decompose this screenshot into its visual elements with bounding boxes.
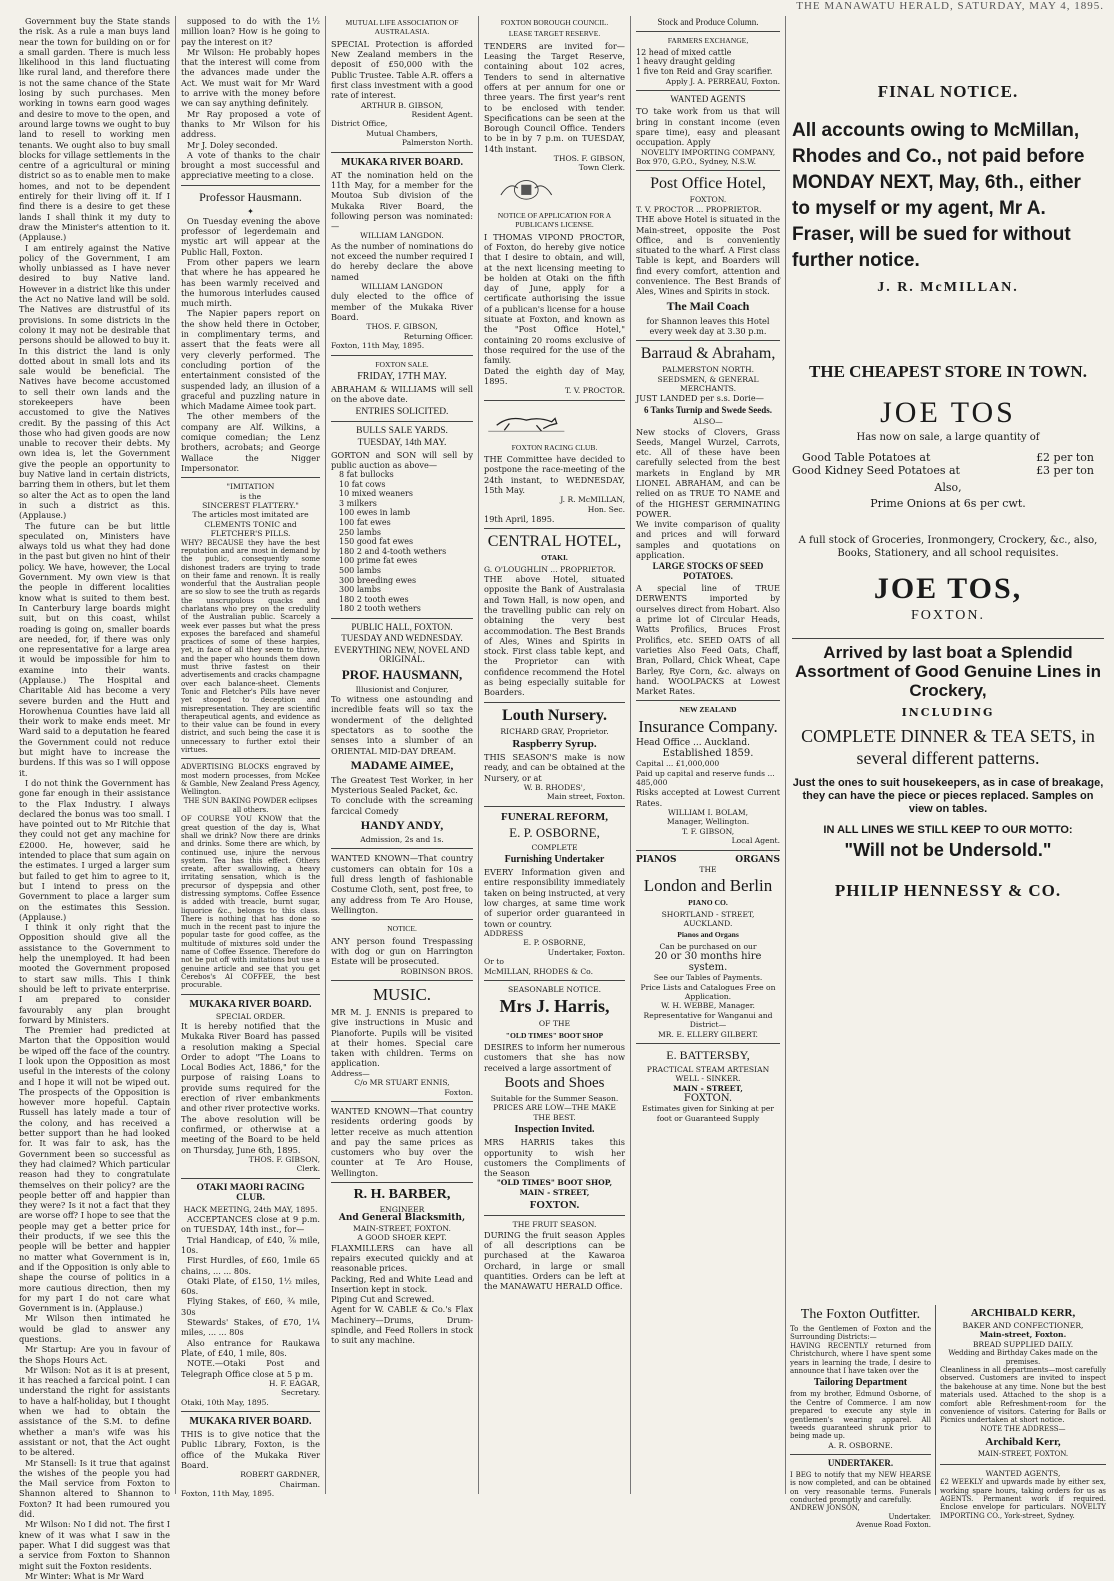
ad-subheading: Main-street, Foxton. — [979, 1330, 1067, 1340]
ad-text: from my brother, Edmund Osborne, of the Centre of Commerce. I am now prepared to execute any style in gentlemen's wearing apparel. All tweeds guaranteed shrunk prior to being made up. — [790, 1390, 931, 1441]
paragraph: I do not think the Government has gone far enough in their assistance to the Flax Industry. I always declared the bonus was too small. I have pointed out to Mr Ritchie that they could not get any machine for £2000. He, however, said he intended to place that sum again on the estimates. I urged a larger sum but failed to get him to agree to it, but I intend to press on the Government to place a larger sum on the estimates this Session. (Applause.) — [19, 777, 170, 922]
ad-heading: FOXTON BOROUGH COUNCIL. — [500, 18, 609, 27]
bottom-ads — [786, 1305, 1110, 1530]
ad-subheading: ALSO— — [693, 417, 723, 427]
signature: NOVELTY IMPORTING COMPANY, Box 970, G.P.O., Sydney, N.S.W. — [636, 147, 776, 166]
business-name: JOE TOS, — [873, 572, 1023, 605]
signature: A. R. OSBORNE. — [828, 1440, 893, 1450]
list-item: 300 breeding ewes — [339, 575, 417, 585]
ad-heading: ENTRIES SOLICITED. — [355, 406, 449, 417]
masthead: THE MANAWATU HERALD, SATURDAY, MAY 4, 1895. — [796, 0, 1104, 12]
signature: J. R. McMILLAN. — [877, 280, 1019, 295]
ad-text: MR M. J. ENNIS is prepared to give instructions in Music and Pianoforte. Pupils will be visited at their homes. Special care taken with children. Terms on application. — [331, 1006, 473, 1069]
ad-heading: FOXTON RACING CLUB. — [511, 442, 598, 452]
performer-name: MADAME AIMEE, — [350, 757, 454, 772]
ad-heading: PIANOS ORGANS — [636, 854, 780, 865]
signature: W. B. RHODES', Main street, Foxton. — [523, 782, 625, 802]
ad-text: AT the nomination held on the 11th May, for a member for the Moutoa Sub division of the Mukaka River Board, the following person was nominated:— — [331, 169, 473, 232]
paragraph: The other members of the company are Alf. Wilkins, a comique comedian; the Lenz brothers, acrobats; and George Wallace the Nigger Impersonator. — [181, 411, 320, 473]
bakery-ad — [936, 1305, 1110, 1520]
ad-heading: FARMERS EXCHANGE, — [667, 36, 749, 46]
ad-subheading: LEASE TARGET RESERVE. — [508, 29, 601, 39]
table-row — [792, 464, 1104, 477]
paragraph: From other papers we learn that where he has appeared he has been warmly received and the humorous interludes caused much mirth. — [181, 256, 320, 309]
paragraph: Mr Startup: Are you in favour of the Shops Hours Act. — [19, 1344, 170, 1365]
paragraph: On Tuesday evening the above professor of legerdemain and mystic art will appear at the Public Hall, Foxton. — [181, 215, 320, 257]
ad-heading: FINAL NOTICE. — [877, 82, 1019, 101]
ad-subheading: FOXTON. — [689, 195, 727, 205]
ad-heading: WANTED AGENTS — [670, 94, 746, 104]
ad-text: TENDERS are invited for—Leasing the Target Reserve, containing about 102 acres, Tenders to send in alternative offers at per annum for one or three years. The first year's rent to be enclosed with tender. Specifications can be seen at the Borough Council Office. Tenders to be in by 7 p.m. on TUESDAY, 14th instant. — [484, 40, 625, 154]
section-heading: Stock and Produce Column. — [657, 17, 759, 27]
ad-subheading: AUCKLAND. — [683, 918, 733, 928]
ad-text: duly elected to the office of member of the Mukaka River Board. — [331, 291, 473, 322]
race-entry: ACCEPTANCES close at 9 p.m. on TUESDAY, 14th inst., for— — [181, 1214, 320, 1235]
ad-subheading: Furnishing Undertaker — [504, 854, 605, 866]
ad-subheading: ENGINEER And General Blacksmith, MAIN-STREET, FOXTON. — [338, 1204, 466, 1233]
ad-text: Piping Cut and Screwed. — [331, 1294, 435, 1305]
ad-subheading: THE — [699, 864, 717, 874]
ad-text: Can be purchased on our — [659, 941, 757, 951]
list-item: 1 five ton Reid and Gray scarifier. — [636, 67, 773, 76]
paragraph: A vote of thanks to the chair brought a most successful and appreciative meeting to a close. — [181, 149, 320, 181]
paragraph: The Napier papers report on the show held there in October, in complimentary terms, and assert that the feats were all very cleverly performed. The concluding portion of the entertainment consisted of the suspended lady, an illusion of a graceful and puzzling nature in which Madame Aimee took part. — [181, 308, 320, 412]
name: WILLIAM LANGDON. — [360, 231, 444, 241]
column-2: supposed to do with the 1½ million loan? How is he going to pay the interest on it? Mr Wilson: He probably hopes that the interest will come from the advances made under the Act. We must wait for Mr Ward to arrive with the money before we can say anything definitely. Mr Ray proposed a vote of thanks to Mr Wilson for his address. Mr J. Doley seconded. A vote of thanks to the chair brought a most successful and appreciative meeting to a close. Professor Hausmann. ✦ On Tuesday evening the above professor of legerdemain and mystic art will appear at the Public Hall, Foxton. From other papers we learn that where he has appeared he has been warmly received and the humorous interludes caused much mirth. The Napier papers report on the show held there in October, in complimentary terms, and assert that the feats were all very cleverly performed. The concluding portion of the entertainment consisted of the suspended lady, an illusion of a graceful and puzzling nature in which Madame Aimee took part. The other members of the company are Alf. Wilkins, a comique comedian; the Lenz brothers, acrobats; and George Wallace the Nigger Impersonator. "IMITATION is the SINCEREST FLATTERY." The articles most imitated are CLEMENTS TONIC and FLETCHER'S PILLS. WHY? BECAUSE they have the best reputation and are most in demand by the public, consequently some dishonest traders are trying to trade on their fame and renown. It is really wonderful that the Australian people are so slow to see the truth as regards the unscrupulous quacks and charlatans who prey on the credulity of the Australian public. Scarcely a week ever passes but what the press exposes the barefaced and shameful practices of some of these harpies, yet, in face of all they seem to thrive, and the paper who hounds them down must thrive fastest on their advertisements and cracks champagne over each balance-sheet. Clements Tonic and Fletcher's Pills have never yet stooped to deception and misrepresentation. They are scientific therapeutical agents, and evidence as to their value can be found in every district, and such being the case it is unnecessary to further extol their virtues. ADVERTISING BLOCKS engraved by most modern processes, from McKee & Gamble, New Zealand Press Agency, Wellington. THE SUN BAKING POWDER eclipses all others. OF COURSE YOU KNOW that the great question of the day is, What shall we drink? Now there are drinks and drinks. Some there are which, by continued use, injure the nervous system. Tea has this effect. Others create, after swallowing, a heavy irritating sensation, which is the precursor of dyspepsia and other distressing symptoms. Coffee Essence is added with treacle, burnt sugar, liquorice &c., belongs to this class. There is nothing that has done so much in the recent past to injure the popular taste for good coffee, as the multitude of mixtures sold under the name of Coffee Essence. Therefore do not be put off with imitations but use a genuine article and see that you get Cerebos's AI COFFEE, the best procurable. MUKAKA RIVER BOARD. SPECIAL ORDER. It is hereby notified that the Mukaka River Board has passed a resolution making a Special Order to adopt "The Loans to Local Bodies Act, 1886," for the purpose of raising Loans to provide sums required for the erection of river embankments and other river protective works. The above resolution will be confirmed, or otherwise at a meeting of the Board to be held on Thursday, June 6th, 1895. THOS. F. GIBSON, Clerk. OTAKI MAORI RACING CLUB. HACK MEETING, 24th MAY, 1895. ACCEPTANCES close at 9 p.m. on TUESDAY, 14th inst., for— Trial Handicap, of £40, ⅞ mile, 10s. First Hurdles, of £60, 1mile 65 chains, ... ... 80s. Otaki Plate, of £150, 1½ miles, 60s. Flying Stakes, of £60, ¾ mile, 30s Stewards' Stakes, of £70, 1¼ miles, ... ... 80s Also entrance for Raukawa Plate, of £40, 1 mile, 80s. NOTE.—Otaki Post and Telegraph Office close at 5 p m. H. F. EAGAR, Secretary. Otaki, 10th May, 1895. MUKAKA RIVER BOARD. THIS is to give notice that the Public Library, Foxton, is the office of the Mukaka River Board. ROBERT GARDNER, Chairman. Foxton, 11th May, 1895. — [176, 16, 326, 1494]
paragraph: Mr Wilson: Not as it is at present, it has reached a farcical point. I can understand the right for assistants to have a half-holiday, but I thought when we had to obtain the assistance of the S.M. to define whether a man's wife was his assistant or not, that the Act ought to be altered. — [19, 1364, 170, 1458]
ad-text: JUST LANDED per s.s. Dorie— — [636, 393, 764, 404]
ad-subheading: BREAD SUPPLIED DAILY. — [972, 1339, 1074, 1349]
ad-heading: Arrived by last boat a Splendid Assortment of Good Genuine Lines in Crockery, — [794, 643, 1102, 700]
ad-text: ABRAHAM & WILLIAMS will sell on the above date. — [331, 383, 473, 405]
ad-text: GORTON and SON will sell by public auction as above— — [331, 449, 473, 470]
column-1 — [14, 16, 176, 1581]
business-name: ARCHIBALD KERR, — [970, 1307, 1076, 1319]
outfitter-ad — [786, 1305, 936, 1530]
list-item: 10 mixed weaners — [339, 489, 413, 499]
ad-subheading: LARGE STOCKS OF SEED POTATOES. — [652, 561, 764, 581]
signature: WILLIAM I. BOLAM, Manager, Wellington. T. F. GIBSON, Local Agent. — [666, 808, 780, 846]
list-item: 100 ewes in lamb — [339, 508, 411, 518]
ad-subheading: Raspberry Syrup. — [512, 738, 597, 751]
paragraph: The Premier had predicted at Marton that the Opposition would be wiped off the face of the country. I look upon the Opposition as most useful in the interests of the colony and I hope it will not be wiped out. The prospects of the Opposition is however more hopeful. Captain Russell has lately made a tour of the colony, and has received a better support than he had looked for. It was fair to ask, has the Government been so successful as they had claimed? Which particular reason had they to congratulate themselves on their policy? are the people better off and happier than they were? Is it not a fact that they are worse off? I hope to see that the people may get a better price for their products, if we see this the people will be better and happier no matter what Government is in, and if the Opposition is only able to shape the course of politics in a more cautious direction, then my for my part I do not care what Government is in. (Applause.) — [19, 1025, 170, 1314]
paragraph: I am entirely against the Native policy of the Government, I am wholly unbiassed as I have never desired to buy Native land. However in a district like this under the Act no Native land will be sold. The Natives are distrustful of its provisions. In some districts in the colony it may not be desirable that persons should be allowed to buy it. In this district the land is only dotted about in small lots and its sale would be beneficial. The Natives have become accustomed to sell their own lands and the storekeepers have been accustomed to give the Natives credit. By the passing of this Act those who had given goods are now unable to recover their debts. My own idea is, let the Government give the people an opportunity to buy Native land in certain districts, barring them in others, but let them so alter the Act as to open the land in such a district as this. (Applause.) — [19, 242, 170, 521]
ad-text: All accounts owing to McMillan, Rhodes and Co., not paid before MONDAY NEXT, May, 6th., either to myself or my agent, Mr A. Fraser, will be sued for without further notice. — [792, 120, 1085, 271]
signature: ROBERT GARDNER, Chairman. Foxton, 11th May, 1895. — [181, 1470, 320, 1499]
ad-heading: MUSIC. — [372, 984, 432, 1004]
ad-baking-text: OF COURSE YOU KNOW that the great question of the day is, What shall we drink? Now there are drinks and drinks. Some there are which, by continued use, injure the nervous system. Tea has this effect. Others create, after swallowing, a heavy irritating sensation, which is the precursor of dyspepsia and other distressing symptoms. Coffee Essence is added with treacle, burnt sugar, liquorice &c., belongs to this class. There is nothing that has done so much in the recent past to injure the popular taste for good coffee, as the multitude of mixtures sold under the name of Coffee Essence. Therefore do not be put off with imitations but use a genuine article and see that you get Cerebos's AI COFFEE, the best procurable. — [181, 815, 320, 990]
list-item: 500 lambs — [339, 566, 381, 576]
ad-heading: WANTED AGENTS, — [985, 1468, 1061, 1478]
ad-subheading: MAIN-STREET, FOXTON. — [977, 1450, 1069, 1459]
ad-text: The Greatest Test Worker, in her Mysterious Sealed Packet, &c. — [331, 774, 473, 796]
ad-subheading: COMPLETE — [531, 842, 578, 852]
list-item: 180 2 tooth wethers — [339, 604, 421, 614]
list-item: 8 fat bullocks — [339, 470, 394, 480]
table-row — [792, 451, 1104, 464]
ad-text: DESIRES to inform her numerous customers that she has now received a large assortment of — [484, 1042, 625, 1073]
ad-text: New stocks of Clovers, Grass Seeds, Mangel Wurzel, Carrots, etc. All of these have been carefully selected from the best markets in England by MR LIONEL ABRAHAM, and can be relied on as TRUE TO NAME and of the HIGHEST GERMINATING POWER. — [636, 426, 780, 519]
name: WILLIAM LANGDON — [361, 282, 443, 291]
paragraph: Mr Wilson: No I did not. The first I knew of it was what I saw in the paper. What I did suggest was that a service from Foxton to Shannon might suit the Foxton residents. — [19, 1519, 170, 1571]
business-name: PHILIP HENNESSY & CO. — [834, 881, 1062, 900]
ad-heading: PUBLIC HALL, FOXTON. — [351, 622, 453, 633]
ad-text: Head Office ... Auckland. — [636, 737, 750, 748]
paragraph: Mr Wilson: He probably hopes that the interest will come from the advances made under the Act. We must wait for Mr Ward to arrive with the money before we can say anything definitely. — [181, 46, 320, 109]
ad-subheading: COMPLETE DINNER & TEA SETS, in several different patterns. — [801, 726, 1095, 768]
ad-text: As the number of nominations do not exceed the number required I do hereby declare the above named — [331, 240, 473, 282]
ad-subheading: Pianos and Organs — [677, 930, 739, 940]
proprietor: G. O'LOUGHLIN ... PROPRIETOR. — [484, 564, 616, 574]
ad-text: for Shannon leaves this Hotel every week day at 3.30 p.m. — [646, 315, 770, 336]
ad-text: THE above Hotel is situated in the Main-street, opposite the Post Office, and is conveniently situated to the wharf. A First class Table is kept, and Boarders will find every comfort, attention and convenience. The Best Brands of Ales, Wines and Spirits in stock. — [636, 214, 780, 297]
ad-text: Dated the eighth day of May, 1895. — [484, 365, 625, 386]
business-name: Louth Nursery. — [502, 706, 607, 724]
ad-text: THIS is to give notice that the Public Library, Foxton, is the office of the Mukaka River Board. — [181, 1429, 320, 1470]
ad-subheading: SPECIAL ORDER. — [215, 1011, 286, 1021]
ad-text: Wedding and Birthday Cakes made on the premises. — [948, 1349, 1098, 1366]
ad-subheading: FOXTON. — [683, 1093, 733, 1105]
ad-text: Has now on sale, a large quantity of — [856, 432, 1040, 443]
ad-text: See our Tables of Payments. — [653, 973, 763, 983]
list-item: 1 heavy draught gelding — [636, 57, 736, 67]
ad-heading: OTAKI MAORI RACING CLUB. — [196, 1182, 305, 1203]
list-item: 100 prime fat ewes — [339, 556, 418, 566]
business-name: Insurance Company. — [638, 716, 778, 736]
ad-text: Packing, Red and White Lead and Insertion kept in stock. — [331, 1273, 473, 1294]
business-name: The Foxton Outfitter. — [800, 1307, 921, 1322]
ad-text: THE above Hotel, situated opposite the Bank of Australasia and Town Hall, is now open, and the travelling public can rely on obtaining the very best accommodation. The Best Brands of Ales, Wines and Spirits in stock. First class table kept, and the Proprietor can with confidence recommend the Hotel as being especially suitable for Boarders. — [484, 574, 625, 698]
article-title: Professor Hausmann. — [199, 189, 302, 204]
stock-list — [331, 470, 473, 614]
ad-heading: THE FRUIT SEASON. — [512, 1220, 597, 1230]
ad-text: To witness one astounding and incredible feats will so tax the wonderment of the delighted spectators as to soothe the senses into a slumber of an ORIENTAL MID-DAY DREAM. — [331, 694, 473, 756]
signature: THOS. F. GIBSON, Returning Officer. Foxton, 11th May, 1895. — [331, 322, 473, 351]
column-4 — [479, 16, 631, 1494]
ad-subheading: BAKER AND CONFECTIONER, — [962, 1321, 1084, 1330]
business-name: London and Berlin — [643, 876, 773, 896]
ad-subheading: "OLD TIMES" BOOT SHOP — [505, 1030, 604, 1040]
ad-heading: MUKAKA RIVER BOARD. — [341, 156, 463, 168]
ad-subheading: HACK MEETING, 24th MAY, 1895. — [183, 1204, 318, 1214]
ad-subheading: "Will not be Undersold." — [844, 840, 1052, 860]
ad-text: ANY person found Trespassing with dog or gun on Harrington Estate will be prosecuted. — [331, 935, 473, 967]
ad-text: Estimates given for Sinking at per foot or Guaranteed Supply — [641, 1104, 774, 1123]
list-item: 10 fat cows — [339, 479, 386, 489]
ad-text: MR. E. ELLERY GILBERT. — [658, 1029, 758, 1039]
ad-subheading: Inspection Invited. — [514, 1124, 595, 1136]
ad-heading: MUTUAL LIFE ASSOCIATION OF AUSTRALASIA. — [345, 18, 459, 37]
column-6 — [786, 16, 1110, 1494]
paragraph: The future can be but little speculated on, Ministers have always told us what they had done in the past but given no hint of their policy. We have, however, the Local Government. My own view is that the people in different localities know what is suited to them best. In Canterbury large boards might suit, but on this coast, whilst roading is going on, smaller boards are needed, for, if there was only one representative for a large area it would be impossible for him to examine into their wants. (Applause.) The Hospital and Charitable Aid has become a very severe burden and the Hutt and Horowhenua Counties have laid all their work to make ends meet. Mr Ward said to a deputation he feared the Government could not reduce but might have to increase the burdens. If this was so I will oppose it. — [19, 520, 170, 778]
ad-imitation-heading: "IMITATION is the SINCEREST FLATTERY." The articles most imitated are CLEMENTS TONIC and FLETCHER'S PILLS. — [192, 482, 309, 539]
list-item: 150 good fat ewes — [339, 537, 414, 547]
ad-subheading: The Mail Coach — [666, 298, 750, 313]
race-entry: Stewards' Stakes, of £70, 1¼ miles, ... ... 80s — [181, 1317, 320, 1338]
business-name: JOE TOS — [880, 396, 1016, 429]
ad-subheading: Tailoring Department — [813, 1377, 908, 1389]
ad-subheading: EVERYTHING NEW, NOVEL AND ORIGINAL. — [334, 644, 470, 665]
signature: J. R. McMILLAN, Hon. Sec. — [560, 495, 625, 514]
ad-advertising-blocks: ADVERTISING BLOCKS engraved by most modern processes, from McKee & Gamble, New Zealand Press Agency, Wellington. — [181, 763, 320, 797]
column-3 — [326, 16, 479, 1494]
signature: ROBINSON BROS. — [400, 966, 473, 976]
ad-text: It is hereby notified that the Mukaka River Board has passed a resolution making a Special Order to adopt "The Loans to Local Bodies Act, 1886," for the purpose of raising Loans to provide sums required for the erection of river embankments and other river protective works. The above resolution will be confirmed, or otherwise at a meeting of the Board to be held on Thursday, June 6th, 1895. — [181, 1020, 320, 1155]
signature: THOS. F. GIBSON, Town Clerk. — [553, 154, 625, 173]
list-item: 180 2 tooth ewes — [339, 594, 409, 604]
racehorse-icon — [484, 407, 569, 435]
ad-text: THIS SEASON'S make is now ready, and can be obtained at the Nursery, or at — [484, 752, 625, 783]
business-name: R. H. BARBER, — [353, 1186, 451, 1202]
price: £3 per ton — [1036, 464, 1094, 477]
ad-subheading: FOXTON. — [910, 608, 986, 623]
ad-text: 20 or 30 months hire system. — [654, 951, 762, 974]
ad-text: Established 1859. — [662, 748, 754, 760]
race-entry: Otaki Plate, of £150, 1½ miles, 60s. — [181, 1275, 320, 1297]
business-name: Archibald Kerr, — [985, 1436, 1061, 1449]
paragraph: Mr Ray proposed a vote of thanks to Mr Wilson for his address. — [181, 108, 320, 140]
business-name: E. P. OSBORNE, — [509, 824, 600, 840]
business-name: CENTRAL HOTEL, — [487, 533, 622, 551]
ad-heading: FUNERAL REFORM, — [501, 810, 608, 823]
ad-text: Also, — [934, 481, 962, 494]
signature: ANDREW JONSON, Undertaker. Avenue Road Foxton. — [790, 1504, 931, 1530]
ad-subheading: SHORTLAND - STREET, — [661, 909, 755, 919]
business-name: Mrs J. Harris, — [499, 996, 610, 1017]
admission: Admission, 2s and 1s. — [360, 835, 444, 845]
paragraph: I think it only right that the Opposition should give all the assistance to the Government to help the unemployed. It had been mooted the Government proposed to start saw mills. This I think should be left to private enterprise. I am prepared to consider favourably any plan brought forward by Ministers. — [19, 922, 170, 1025]
ad-text: FLAXMILLERS can have all repairs executed quickly and at reasonable prices. — [331, 1242, 473, 1274]
performer-name: PROF. HAUSMANN, — [341, 666, 463, 682]
ad-heading: UNDERTAKER. — [827, 1458, 894, 1469]
ad-heading: MUKAKA RIVER BOARD. — [189, 998, 312, 1010]
ad-text: THE Committee have decided to postpone the race-meeting of the 24th instant, to WEDNESDAY, 15th May. — [484, 453, 625, 495]
list-item: 300 lambs — [339, 585, 381, 595]
ad-heading: FOXTON SALE. — [375, 359, 429, 369]
column-5 — [631, 16, 786, 1494]
ad-date: FRIDAY, 17TH MAY. — [357, 370, 447, 382]
ad-heading: NEW ZEALAND — [679, 705, 737, 715]
ad-heading: NOTICE. — [387, 924, 417, 934]
paragraph: supposed to do with the 1½ million loan? How is he going to pay the interest on it? — [181, 16, 320, 47]
ad-subheading: 6 Tanks Turnip and Swede Seeds. — [643, 404, 773, 415]
ad-imitation-text: WHY? BECAUSE they have the best reputation and are most in demand by the public, consequently some dishonest traders are trying to trade on their fame and renown. It is really wonderful that the Australian people are so slow to see the truth as regards the unscrupulous quacks and charlatans who prey on the credulity of the Australian public. Scarcely a week ever passes but what the press exposes the barefaced and shameful practices of some of these harpies, yet, in face of all they seem to thrive, and the paper who hounds them down must thrive fastest on their advertisements and cracks champagne over each balance-sheet. Clements Tonic and Fletcher's Pills have never yet stooped to deception and misrepresentation. They are scientific therapeutical agents, and evidence as to their value can be found in every district, and such being the case it is unnecessary to further extol their virtues. — [181, 538, 320, 755]
list-item: 3 milkers — [339, 498, 377, 508]
business-name: E. BATTERSBY, — [666, 1047, 750, 1062]
price-table — [792, 451, 1104, 477]
ad-text: TO take work from us that will bring in constant income (even spare time), easy and pleasant occupation. Apply — [636, 106, 780, 148]
ad-subheading: "OLD TIMES" BOOT SHOP, — [496, 1178, 613, 1188]
ad-text: Cleanliness in all departments—most carefully observed. Customers are invited to inspect the bakehouse at any time. None but the best materials used. Attached to the shop is a comfort able Refreshment-room for the convenience of visitors. Catering for Balls or Picnics undertaken at short notice. — [940, 1366, 1106, 1425]
ad-text: I THOMAS VIPOND PROCTOR, of Foxton, do hereby give notice that I desire to obtain, and will, at the next licensing meeting to be holden at Otaki on the fifth day of June, apply for a certificate authorising the issue of a publican's license for a house situate at Foxton, and known as the "Post Office Hotel," containing 20 rooms exclusive of those required for the use of the family. — [484, 231, 625, 366]
ad-subheading: PIANO CO. — [688, 898, 728, 908]
ad-text: WANTED KNOWN—That country customers can obtain for 10s a full dress length of fashionable Costume Cloth, sent, post free, to any address from Te Aro House, Wellington. — [331, 853, 473, 915]
ad-heading: SEASONABLE NOTICE. — [507, 984, 602, 994]
ad-text: Representative for Wanganui and District— — [643, 1010, 773, 1030]
ad-heading: MUKAKA RIVER BOARD. — [189, 1416, 312, 1428]
ad-subheading: OF THE — [538, 1019, 571, 1029]
race-entry: Also entrance for Raukawa Plate, of £40, 1 mile, 80s. — [181, 1337, 320, 1358]
ad-subheading: SEEDSMEN, & GENERAL MERCHANTS. — [657, 374, 759, 393]
signature: H. F. EAGAR, Secretary. Otaki, 10th May, 1895. — [181, 1378, 320, 1407]
race-entry: Flying Stakes, of £60, ¾ mile, 30s — [181, 1296, 320, 1317]
ad-date: TUESDAY, 14th MAY. — [357, 437, 447, 448]
business-name: Post Office Hotel, — [650, 175, 766, 193]
ad-text: Agent for W. CABLE & Co.'s Flax Machinery—Drums, Drum-spindle, and Feed Rollers in stock to suit any machine. — [331, 1304, 473, 1346]
paragraph: Government buy the State stands the risk. As a rule a man buys land near the town for building on or for a small garden. There is much less likelihood in this land fluctuating like rural land, and therefore there is not the same chance of the State losing by such purchases. Men working in towns earn good wages and desire to move to the open, and around large towns we ought to buy land to resell to working men tenants. We ought also to buy small blocks for village settlements in the centre of a agricultural or mining district so as to enable men to make homes, and not to be dependent entirely for their living off it. If I find there is a desire to get these lands I shall think it my duty to draw the Minister's attention to it. (Applause.) — [19, 16, 170, 243]
proprietor: RICHARD GRAY, Proprietor. — [500, 726, 609, 736]
ad-subheading: OTAKI. — [541, 553, 568, 563]
price: £2 per ton — [1036, 451, 1094, 464]
item: Good Kidney Seed Potatoes at — [792, 464, 960, 477]
ad-text: SPECIAL Protection is afforded New Zealand members in the deposit of £50,000 with the Public Trustee. Table A.R. offers a first class investment with a good rate of interest. — [331, 38, 473, 101]
business-name: Barraud & Abraham, — [640, 345, 776, 363]
ad-heading: THE CHEAPEST STORE IN TOWN. — [809, 362, 1087, 381]
ad-text: WANTED KNOWN—That country residents ordering goods by letter receive as much attention and pay the same prices as customers who buy over the counter at Te Aro House, Wellington. — [331, 1105, 473, 1178]
ad-text: A full stock of Groceries, Ironmongery, Crockery, &c., also, Books, Stationery, and all school requisites. — [798, 535, 1098, 559]
ad-text: We invite comparison of quality and prices and will forward samples and quotations on application. — [636, 519, 780, 561]
ad-subheading: TUESDAY AND WEDNESDAY. — [341, 633, 463, 644]
list-item: 12 head of mixed cattle — [636, 47, 732, 57]
proprietor: T. V. PROCTOR ... PROPRIETOR. — [636, 204, 762, 214]
ad-text: £2 WEEKLY and upwards made by either sex, working spare hours, taking orders for us as AGENTS. Permanent work if required. Enclose envelope for particulars. NOVELTY IMPORTING CO., York-street, Sydney. — [940, 1478, 1106, 1520]
paragraph: Mr Wilson then intimated he would be glad to answer any questions. — [19, 1313, 170, 1344]
list-item: 180 2 and 4-tooth wethers — [339, 546, 447, 556]
paragraph: Mr Winter: What is Mr Ward — [25, 1570, 144, 1581]
race-entry: NOTE.—Otaki Post and Telegraph Office close at 5 p m. — [181, 1358, 320, 1379]
ad-text: Prime Onions at 6s per cwt. — [870, 497, 1026, 510]
ad-text: I BEG to notify that my NEW HEARSE is now completed, and can be obtained on very reasonable terms. Funerals conducted promptly and carefully. — [790, 1470, 931, 1504]
signature: ADDRESS E. P. OSBORNE, Undertaker, Foxton. Or to McMILLAN, RHODES & Co. — [484, 928, 625, 976]
ad-subheading: MAIN - STREET, — [519, 1187, 590, 1197]
ad-text: DURING the fruit season Apples of all descriptions can be purchased at the Kawaroa Orchard, in large or small quantities. Orders can be left at the MANAWATU HERALD Office. — [484, 1229, 625, 1292]
signature: T. V. PROCTOR. — [564, 386, 625, 396]
ad-text: To conclude with the screaming farcical Comedy — [331, 795, 473, 816]
signature: THOS. F. GIBSON, Clerk. — [248, 1154, 320, 1174]
list-item: 250 lambs — [339, 527, 381, 537]
ad-text: Suitable for the Summer Season. — [490, 1094, 619, 1104]
ad-text: EVERY Information given and entire responsibility immediately taken on being instructed, at very low charges, at same time work of superior order guaranteed in town or country. — [484, 867, 626, 929]
ad-subheading: PRACTICAL STEAM ARTESIAN WELL - SINKER. — [646, 1064, 770, 1084]
play-title: HANDY ANDY, — [360, 818, 444, 833]
race-entry: First Hurdles, of £60, 1mile 65 chains, ... ... 80s. — [181, 1255, 320, 1276]
ad-text: A special line of TRUE DERWENTS imported by ourselves direct from Hobart. Also a prime lot of Circular Heads, Watts Profilics, Bruces Frost Prolifics, etc. SEED OATS of all varieties Also Feed Oats, Chaff, Bran, Pollard, Chick Wheat, Cape Barley, Rye Corn, &c. always on hand. WOOLPACKS at Lowest Market Rates. — [636, 583, 780, 697]
signature: Apply J. A. PERREAU, Foxton. — [665, 76, 780, 86]
ad-text: 19th April, 1895. — [484, 513, 555, 524]
ad-subheading: PALMERSTON NORTH. — [661, 365, 755, 375]
ad-subheading: Illusionist and Conjurer, — [355, 684, 449, 694]
ad-text: W. H. WEBBE, Manager. — [661, 1001, 755, 1011]
ad-heading: BULLS SALE YARDS. — [356, 425, 448, 436]
ad-text: Just the ones to suit housekeepers, as in case of breakage, they can have the piece or pieces replaced. Samples on view on tables. — [792, 777, 1104, 815]
ad-baking-heading: THE SUN BAKING POWDER eclipses all others. — [183, 796, 318, 814]
ad-text: Risks accepted at Lowest Current Rates. — [636, 787, 780, 808]
paragraph: Mr J. Doley seconded. — [187, 139, 278, 150]
ad-subheading: INCLUDING — [901, 706, 995, 719]
race-entry: Trial Handicap, of £40, ⅞ mile, 10s. — [181, 1234, 320, 1255]
ad-text: NOTE THE ADDRESS— — [980, 1424, 1066, 1433]
ad-text: HAVING RECENTLY returned from Christchurch, where I have spent some years in learning the trade, I desire to announce that I have taken over the — [790, 1341, 931, 1376]
paragraph: Mr Stansell: Is it true that against the wishes of the people you had the Mail service from Foxton to Shannon altered to Shannon to Foxton? It had been rumoured you did. — [19, 1457, 170, 1520]
signature: ARTHUR B. GIBSON, Resident Agent. District Office, Mutual Chambers, Palmerston North. — [331, 100, 473, 148]
ad-subheading: Boots and Shoes — [504, 1075, 605, 1092]
signature: Address— C/o MR STUART ENNIS, Foxton. — [331, 1068, 473, 1097]
coat-of-arms-icon — [484, 175, 569, 203]
ad-text: MRS HARRIS takes this opportunity to wish her customers the Compliments of the Season — [484, 1137, 625, 1179]
ad-text: IN ALL LINES WE STILL KEEP TO OUR MOTTO: — [823, 824, 1073, 836]
capital: Capital ... £1,000,000 Paid up capital and reserve funds ... 485,000 — [636, 759, 775, 788]
ad-text: To the Gentlemen of Foxton and the Surrounding Districts:— — [790, 1325, 931, 1342]
ad-subheading: FOXTON. — [529, 1199, 580, 1212]
speech-text — [19, 16, 170, 1581]
ad-heading: NOTICE OF APPLICATION FOR A PUBLICAN'S LICENSE. — [497, 210, 612, 230]
ad-text: PRICES ARE LOW—THE MAKE THE BEST. — [493, 1103, 616, 1122]
ad-subheading: A GOOD SHOER KEPT. — [357, 1233, 447, 1243]
ad-subheading: MAIN - STREET, — [673, 1083, 743, 1093]
list-item: 100 fat ewes — [339, 518, 391, 528]
ad-text: Price Lists and Catalogues Free on Application. — [640, 982, 776, 1001]
stock-list — [636, 48, 780, 77]
item: Good Table Potatoes at — [802, 451, 931, 464]
